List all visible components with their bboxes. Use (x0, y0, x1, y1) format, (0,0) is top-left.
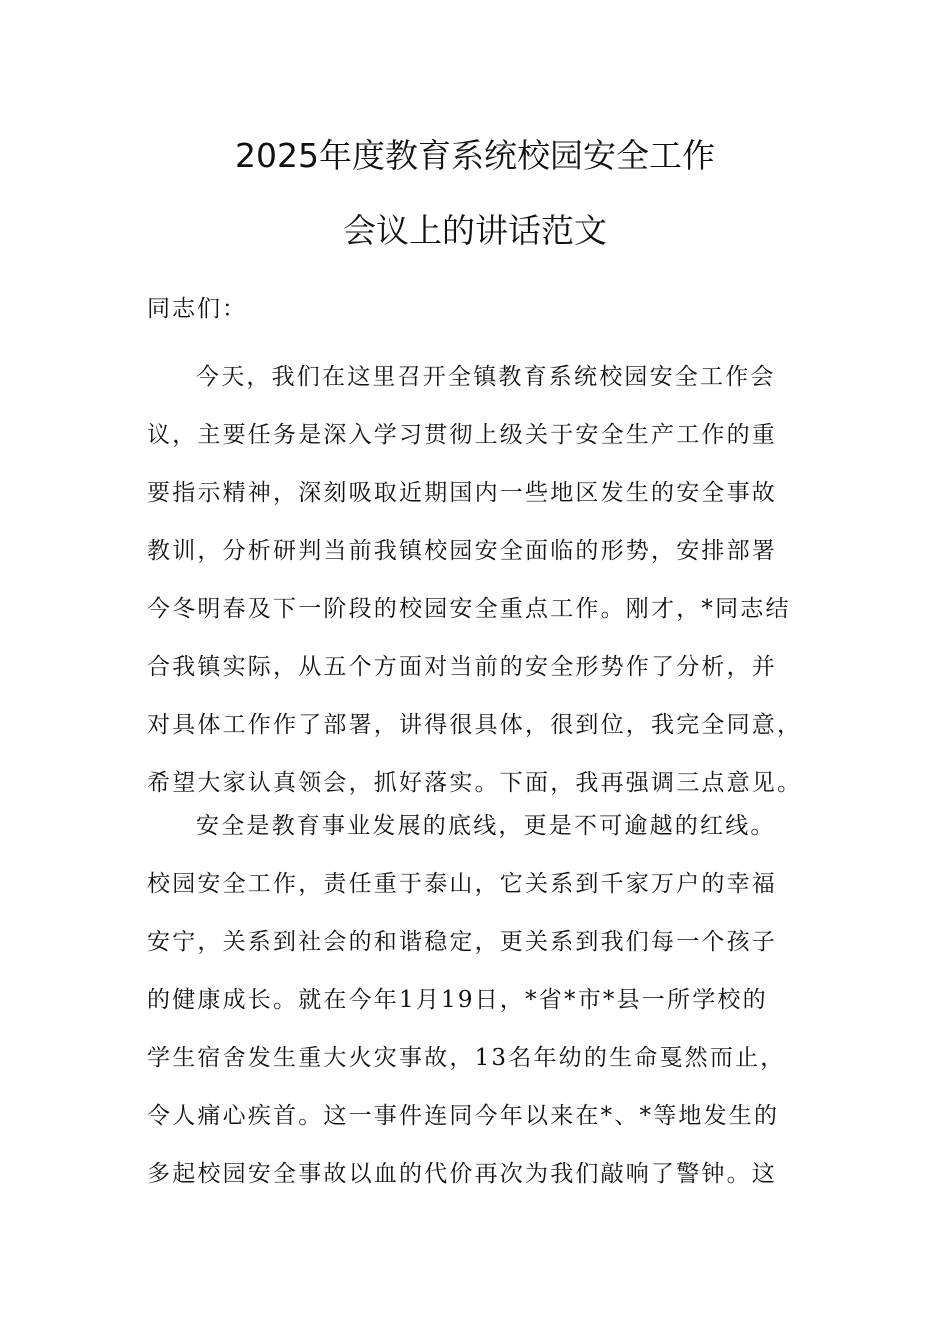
paragraph-line: 议，主要任务是深入学习贯彻上级关于安全生产工作的重 (147, 422, 777, 448)
salutation: 同志们： (147, 296, 247, 322)
paragraph-line: 合我镇实际，从五个方面对当前的安全形势作了分析，并 (147, 654, 777, 680)
paragraph-2 (147, 797, 797, 1203)
paragraph-line: 要指示精神，深刻吸取近期国内一些地区发生的安全事故 (147, 480, 777, 506)
paragraph-1 (147, 348, 803, 812)
document-title-line-2: 会议上的讲话范文 (343, 211, 607, 250)
paragraph-line: 希望大家认真领会，抓好落实。下面，我再强调三点意见。 (147, 770, 803, 796)
paragraph-line: 多起校园安全事故以血的代价再次为我们敲响了警钟。这 (147, 1161, 777, 1187)
paragraph-line: 令人痛心疾首。这一事件连同今年以来在*、*等地发生的 (147, 1103, 780, 1129)
paragraph-line: 学生宿舍发生重大火灾事故，13名年幼的生命戛然而止， (147, 1045, 786, 1071)
document-title-line-1: 2025年度教育系统校园安全工作 (235, 136, 715, 175)
paragraph-line: 校园安全工作，责任重于泰山，它关系到千家万户的幸福 (147, 871, 777, 897)
paragraph-line: 的健康成长。就在今年1月19日，*省*市*县一所学校的 (147, 987, 768, 1013)
paragraph-line: 教训，分析研判当前我镇校园安全面临的形势，安排部署 (147, 538, 777, 564)
paragraph-line: 今冬明春及下一阶段的校园安全重点工作。刚才，*同志结 (147, 596, 791, 622)
paragraph-line: 今天，我们在这里召开全镇教育系统校园安全工作会 (196, 364, 776, 390)
paragraph-line: 对具体工作作了部署，讲得很具体，很到位，我完全同意， (147, 712, 803, 738)
paragraph-line: 安宁，关系到社会的和谐稳定，更关系到我们每一个孩子 (147, 929, 777, 955)
paragraph-line: 安全是教育事业发展的底线，更是不可逾越的红线。 (196, 813, 776, 839)
